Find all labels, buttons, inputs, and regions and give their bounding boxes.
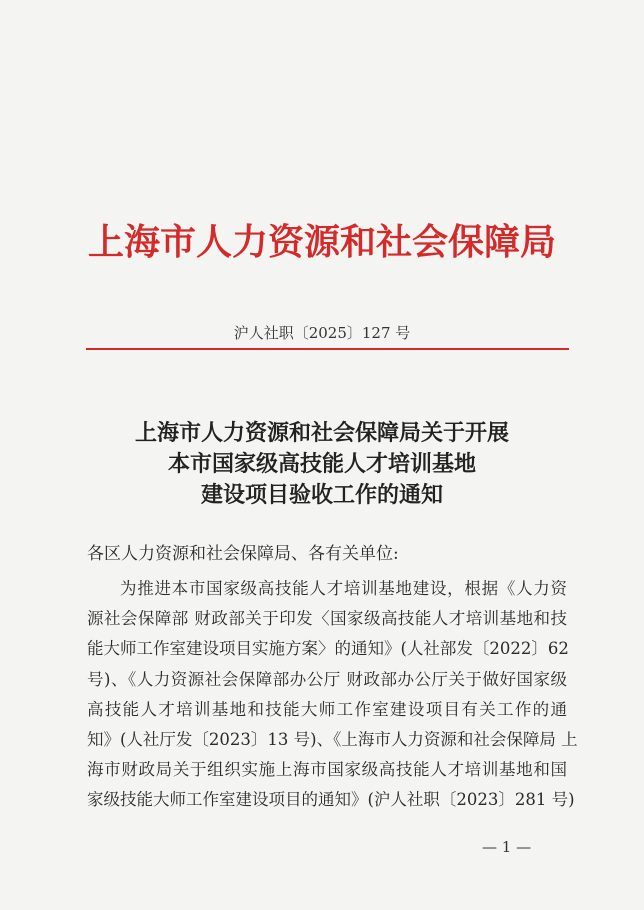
body-line: 号)、《人力资源社会保障部办公厅 财政部办公厅关于做好国家级 <box>87 669 567 689</box>
body-line: 源社会保障部 财政部关于印发〈国家级高技能人才培训基地和技 <box>87 609 567 629</box>
document-number: 沪人社职〔2025〕127 号 <box>233 324 411 342</box>
title-line: 上海市人力资源和社会保障局关于开展 <box>134 420 509 446</box>
red-divider-line <box>86 348 569 350</box>
title-line: 本市国家级高技能人才培训基地 <box>167 451 476 477</box>
body-line: 高技能人才培训基地和技能大师工作室建设项目有关工作的通 <box>87 699 567 719</box>
body-line: 海市财政局关于组织实施上海市国家级高技能人才培训基地和国 <box>87 760 567 780</box>
agency-header-title: 上海市人力资源和社会保障局 <box>87 221 556 263</box>
body-line: 知》(人社厅发〔2023〕13 号)、《上海市人力资源和社会保障局 上 <box>87 729 578 749</box>
body-line: 为推进本市国家级高技能人才培训基地建设，根据《人力资 <box>120 579 567 598</box>
page-number: — 1 — <box>482 838 532 856</box>
body-line: 能大师工作室建设项目实施方案〉的通知》(人社部发〔2022〕62 <box>87 639 569 659</box>
title-line: 建设项目验收工作的通知 <box>200 482 443 508</box>
body-line: 家级技能大师工作室建设项目的通知》(沪人社职〔2023〕281 号) <box>87 790 575 810</box>
body-text <box>87 574 578 816</box>
addressee-line: 各区人力资源和社会保障局、各有关单位: <box>87 544 399 564</box>
document-title <box>0 418 644 511</box>
